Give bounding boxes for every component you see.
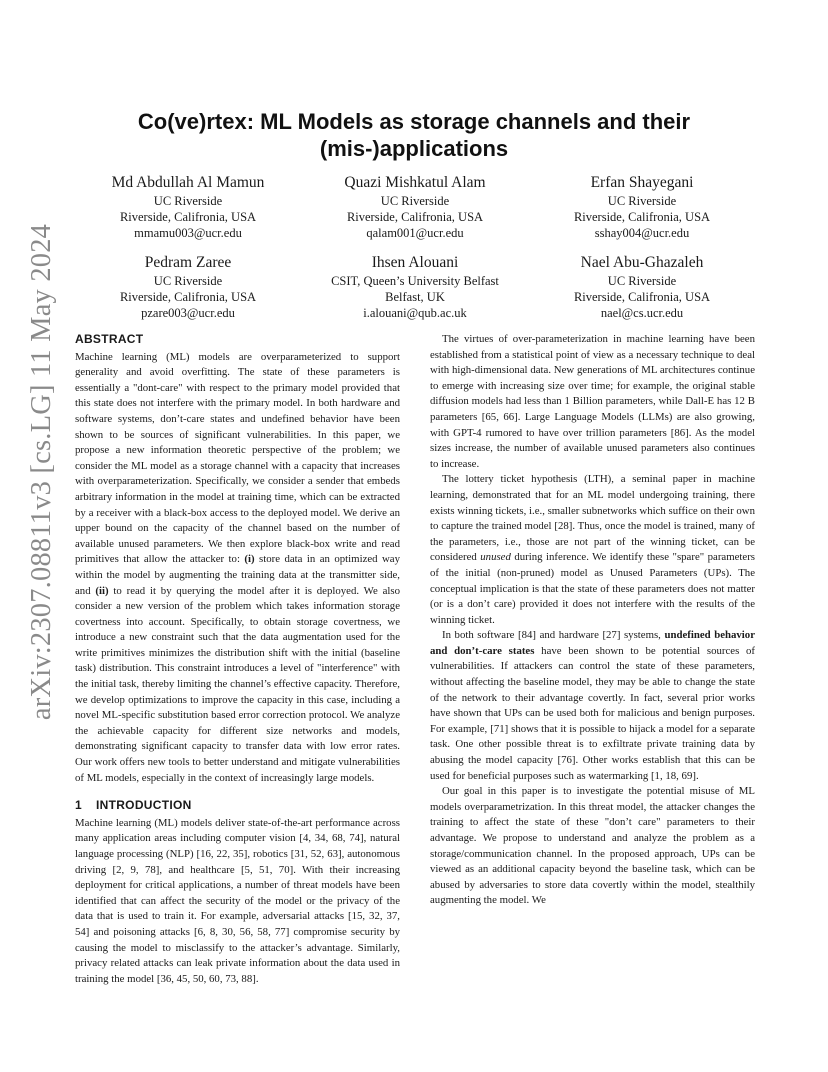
intro-paragraph-4 — [430, 628, 755, 784]
arxiv-identifier-sidebar — [20, 223, 64, 721]
abstract-paragraph — [75, 350, 400, 787]
section-number: 1 — [75, 798, 82, 813]
author-location: Belfast, UK — [385, 290, 445, 304]
author-card — [302, 252, 528, 321]
author-email: qalam001@ucr.edu — [366, 226, 464, 240]
author-location: Riverside, Califronia, USA — [573, 210, 711, 224]
abstract-bold-marker: (i) — [244, 553, 255, 566]
author-name: Quazi Mishkatul Alam — [344, 174, 486, 191]
author-location: Riverside, Califronia, USA — [119, 210, 257, 224]
abstract-text: store data in an optimized way within the model by augmenting the training data at the transmitter side, and — [75, 553, 400, 597]
paragraph-text: during inference. We identify these "spare" parameters of the initial (non-pruned) model as Unused Parameters (UPs). The conceptual implication is that the state of these parameters does not matter (or is a don’t care) provided it does not interfere with the results of the winning ticket. — [430, 551, 755, 626]
author-card — [529, 172, 755, 241]
author-email: nael@cs.ucr.edu — [600, 306, 684, 320]
abstract-text: to read it by querying the model after it is deployed. We also consider a new version of the problem which takes information storage covertness into account. Specifically, to obtain storage covertness, we introduce a new constraint such that the data augmentation used for the write primitives minimizes the distribution shift with the initial (baseline task) distribution. This constraint introduces a level of "interference" with the initial task, thereby limiting the channel’s effective capacity. Therefore, we develop optimizations to improve the capacity in this case, including a novel ML-specific substitution based error correction protocol. We analyze the achievable capacity for different size networks and models, demonstrating significant capacity to transfer data with low error rates. Our work offers new tools to better understand and mitigate vulnerabilities of ML models, especially in the context of increasingly large models. — [75, 584, 400, 784]
author-name: Erfan Shayegani — [590, 174, 694, 191]
author-card — [75, 172, 301, 241]
paragraph-text: In both software [84] and hardware [27] systems, — [442, 629, 665, 642]
author-name: Pedram Zaree — [144, 254, 232, 271]
title-line-1: Co(ve)rtex: ML Models as storage channels and their — [137, 109, 691, 134]
author-location: Riverside, Califronia, USA — [573, 290, 711, 304]
intro-paragraph-3 — [430, 472, 755, 628]
author-email: i.alouani@qub.ac.uk — [363, 306, 467, 320]
abstract-bold-marker: (ii) — [95, 584, 109, 597]
arxiv-identifier: arXiv:2307.08811v3 [cs.LG] 11 May 2024 — [26, 223, 57, 721]
author-name: Nael Abu-Ghazaleh — [580, 254, 704, 271]
paragraph-text: have been shown to be potential sources of vulnerabilities. If attackers can control the state of these parameters, without affecting the baseline model, they may be able to change the state of the network to their advantage covertly. In fact, several prior works have shown that UPs can be used both for malicious and benign purposes. For example, [71] shows that it is possible to hijack a model for a separate task. One other possible threat is to exfiltrate private training data by abusing the model capacity [76]. Other works establish that this can be used for beneficial purposes such as watermarking [1, 18, 69]. — [430, 644, 755, 782]
author-card — [529, 252, 755, 321]
author-affiliation: CSIT, Queen’s University Belfast — [331, 274, 499, 288]
author-affiliation: UC Riverside — [380, 194, 450, 208]
author-email: mmamu003@ucr.edu — [134, 226, 242, 240]
author-email: sshay004@ucr.edu — [594, 226, 690, 240]
section-title: INTRODUCTION — [95, 798, 192, 813]
paragraph-text: The lottery ticket hypothesis (LTH), a seminal paper in machine learning, demonstrated that for an ML model undergoing training, there exists winning tickets, i.e., smaller subnetworks which suffice on their own to capture the trained model [28]. Thus, once the model is trained, many of the parameters, i.e., those are not part of the winning ticket, can be considered — [430, 473, 755, 564]
abstract-text: Machine learning (ML) models are overparameterized to support generality and avoid overfitting. The state of these parameters is essentially a "dont-care" with respect to the primary model provided that this state does not interfere with the primary model. In both hardware and software systems, don’t-care states and undefined behavior have been shown to be sources of significant vulnerabilities. In this paper, we propose a new information theoretic perspective of the problem; we consider the ML model as a storage channel with a capacity that increases with overparameterization. Specifically, we consider a sender that embeds arbitrary information in the model at training time, which can be extracted by a receiver with a black-box access to the deployed model. We derive an upper bound on the capacity of the channel based on the number of available unused parameters. We then explore black-box write and read primitives that allow the attacker to: — [75, 350, 400, 566]
author-name: Ihsen Alouani — [371, 254, 459, 271]
abstract-heading: ABSTRACT — [75, 332, 144, 346]
paper-title — [100, 108, 728, 162]
intro-paragraph-5: Our goal in this paper is to investigate the potential misuse of ML models overparametrization. In this threat model, the attacker changes the training to affect the state of these "don’t care" parameters to their advantage. We propose to understand and analyze the problem as a storage/communication channel. In the proposed approach, UPs can be viewed as an additional capacity beyond the baseline task, which can be abused by adversaries to store data covertly within the model, stealthily augmenting the model. We — [430, 785, 755, 907]
left-column — [75, 332, 400, 987]
title-line-2: (mis-)applications — [319, 136, 509, 161]
bold-text: undefined behavior and don’t-care states — [430, 629, 755, 657]
emphasis-text: unused — [480, 551, 511, 564]
author-name: Md Abdullah Al Mamun — [111, 174, 265, 191]
right-column — [430, 332, 755, 909]
author-location: Riverside, Califronia, USA — [119, 290, 257, 304]
author-affiliation: UC Riverside — [153, 194, 223, 208]
author-card — [302, 172, 528, 241]
author-affiliation: UC Riverside — [607, 194, 677, 208]
intro-paragraph-2: The virtues of over-parameterization in machine learning have been established from a statistical point of view as a necessary technique to deal with high-dimensional data. New generations of ML architectures continue to emerge with increasing size over time; for example, the original stable diffusion models had less than 1 Billion parameters, while Dall-E has 12 B parameters [65, 66]. Large Language Models (LLMs) are also growing, with GPT-4 rumored to have over trillion parameters [86]. As the model sizes increase, the number of available unused parameters also continues to increase. — [430, 333, 755, 470]
author-location: Riverside, Califronia, USA — [346, 210, 484, 224]
author-affiliation: UC Riverside — [153, 274, 223, 288]
author-card — [75, 252, 301, 321]
introduction-heading — [75, 798, 400, 814]
author-affiliation: UC Riverside — [607, 274, 677, 288]
intro-paragraph-1: Machine learning (ML) models deliver state-of-the-art performance across many application areas including computer vision [4, 34, 68, 74], natural language processing (NLP) [16, 22, 35], robotics [31, 52, 63], autonomous driving [2, 9, 78], and healthcare [5, 51, 70]. With their increasing deployment for critical applications, a number of threat models have been identified that can affect the security of the model or the privacy of the data that is used to train it. For example, adversarial attacks [15, 32, 37, 54] and poisoning attacks [6, 8, 30, 56, 58, 77] compromise security by causing the model to misclassify to the attacker’s advantage. Similarly, privacy related attacks can leak private information about the data used in training the model [36, 45, 50, 60, 73, 88]. — [75, 816, 400, 985]
author-email: pzare003@ucr.edu — [141, 306, 235, 320]
